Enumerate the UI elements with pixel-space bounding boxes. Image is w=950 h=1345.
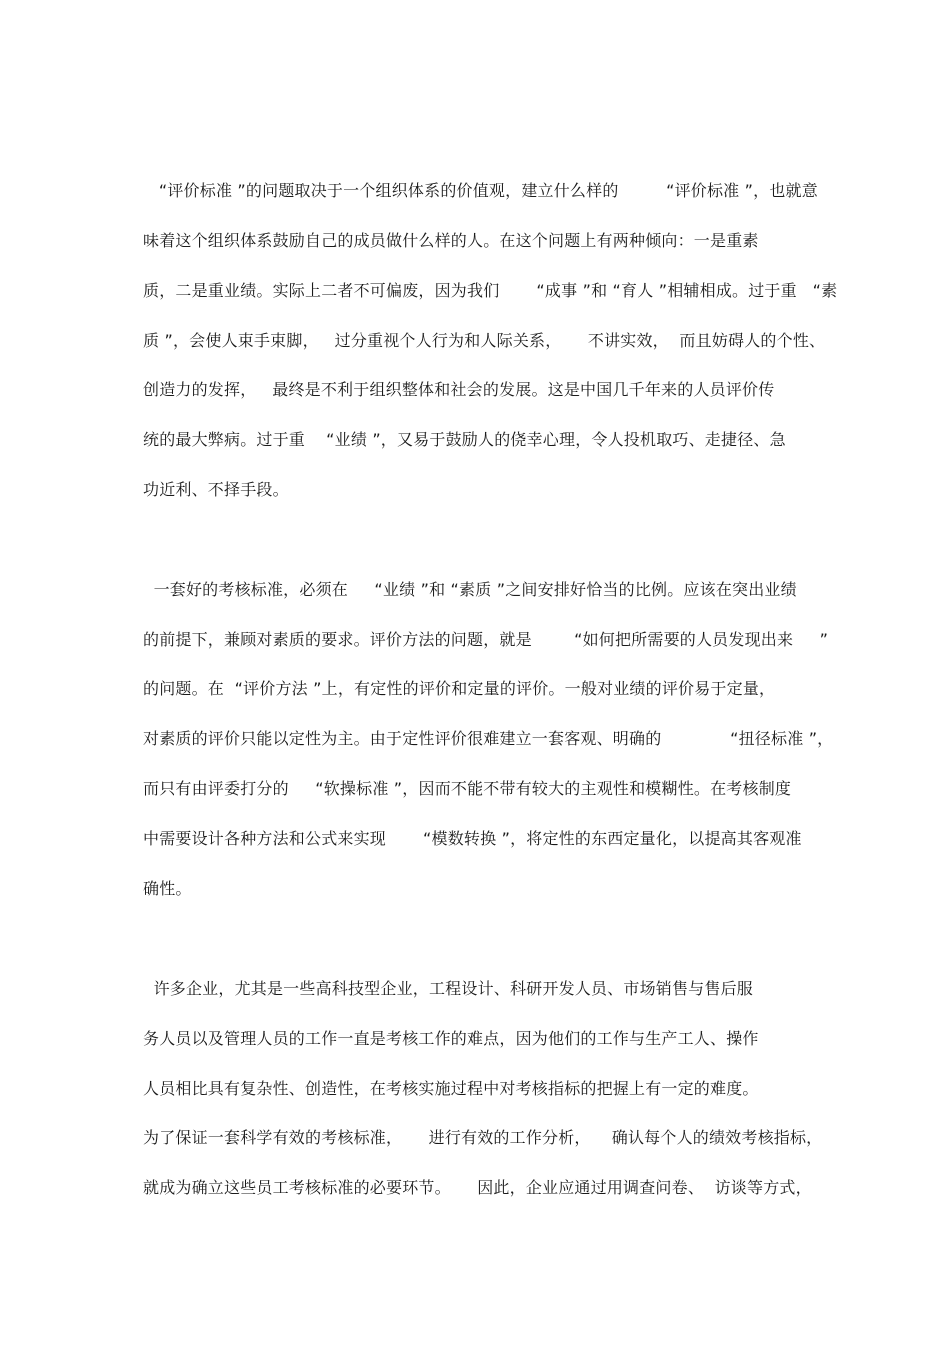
paragraph-2-line-3: 的问题。在 “评价方法 ”上，有定性的评价和定量的评价。一般对业绩的评价易于定量，	[143, 679, 776, 698]
paragraph-2-line-5: 而只有由评委打分的 “软操标准 ”，因而不能不带有较大的主观性和模糊性。在考核制度	[143, 779, 792, 798]
paragraph-3-line-4: 为了保证一套科学有效的考核标准， 进行有效的工作分析， 确认每个人的绩效考核指标，	[143, 1128, 823, 1147]
paragraph-1-line-2: 味着这个组织体系鼓励自己的成员做什么样的人。在这个问题上有两种倾向：一是重素	[143, 231, 759, 250]
paragraph-3-line-2: 务人员以及管理人员的工作一直是考核工作的难点，因为他们的工作与生产工人、操作	[143, 1029, 759, 1048]
paragraph-2-line-6: 中需要设计各种方法和公式来实现 “模数转换 ”，将定性的东西定量化，以提高其客观准	[143, 829, 802, 848]
paragraph-2-line-1: 一套好的考核标准，必须在 “业绩 ”和 “素质 ”之间安排好恰当的比例。应该在突出业绩	[143, 580, 797, 599]
paragraph-1-line-7: 功近利、不择手段。	[143, 480, 289, 499]
paragraph-1-line-4: 质 ”，会使人束手束脚， 过分重视个人行为和人际关系， 不讲实效， 而且妨碍人的个性、	[143, 331, 826, 350]
paragraph-2-line-2: 的前提下，兼顾对素质的要求。评价方法的问题，就是 “如何把所需要的人员发现出来 ”	[143, 630, 829, 649]
paragraph-1-line-5: 创造力的发挥， 最终是不利于组织整体和社会的发展。这是中国几千年来的人员评价传	[143, 380, 775, 399]
paragraph-3-line-3: 人员相比具有复杂性、创造性，在考核实施过程中对考核指标的把握上有一定的难度。	[143, 1079, 759, 1098]
paragraph-2-line-7: 确性。	[143, 879, 192, 898]
paragraph-3-line-1: 许多企业，尤其是一些高科技型企业，工程设计、科研开发人员、市场销售与售后服	[143, 979, 753, 998]
paragraph-1-line-1: “评价标准 ”的问题取决于一个组织体系的价值观，建立什么样的 “评价标准 ”，也就意	[143, 181, 818, 200]
paragraph-3-line-5: 就成为确立这些员工考核标准的必要环节。 因此，企业应通过用调查问卷、 访谈等方式，	[143, 1178, 812, 1197]
paragraph-1-line-6: 统的最大弊病。过于重 “业绩 ”，又易于鼓励人的侥幸心理，令人投机取巧、走捷径、急	[143, 430, 786, 449]
paragraph-1-line-3: 质，二是重业绩。实际上二者不可偏废，因为我们 “成事 ”和 “育人 ”相辅相成。过于重 “素	[143, 281, 838, 300]
paragraph-2-line-4: 对素质的评价只能以定性为主。由于定性评价很难建立一套客观、明确的 “扭径标准 ”，	[143, 729, 834, 748]
